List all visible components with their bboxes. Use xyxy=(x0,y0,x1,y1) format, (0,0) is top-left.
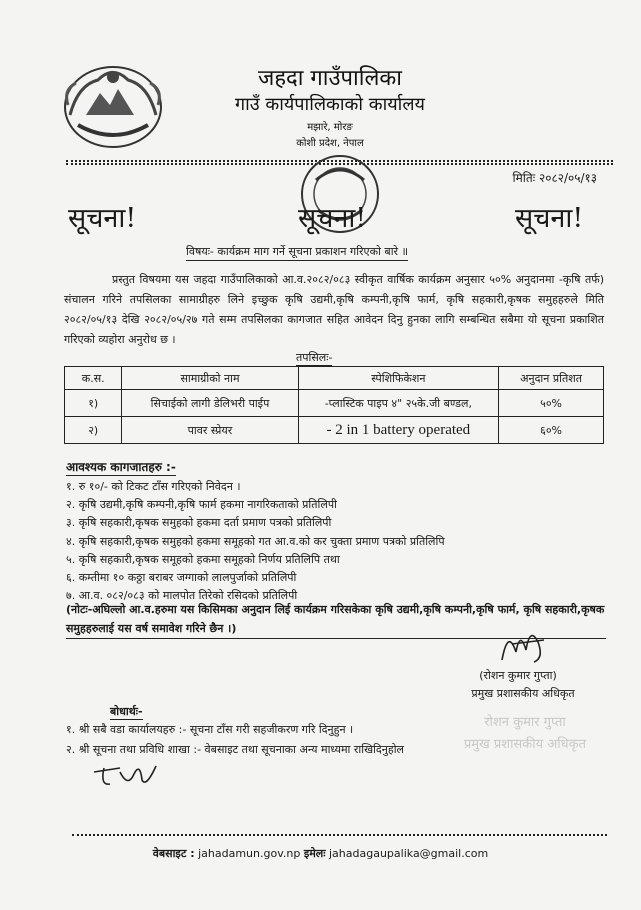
header-divider-2 xyxy=(66,163,613,165)
list-item: ६. कम्तीमा १० कठ्ठा बराबर जग्गाको लालपुर्जाको प्रतिलिपी xyxy=(66,571,297,585)
website-label: वेबसाइट : xyxy=(152,847,195,860)
documents-list xyxy=(66,478,606,605)
cell-subsidy: ५०% xyxy=(499,390,604,417)
cell-spec: - 2 in 1 battery operated xyxy=(298,417,499,444)
col-header-serial: क.स. xyxy=(65,367,122,390)
signature-icon xyxy=(494,622,554,666)
list-item: १. रु १०/- को टिकट टाँस गरिएको निवेदन । xyxy=(66,480,241,493)
list-item: ७. आ.व. ०८२/०८३ को मालपोत तिरेको रसिदको प्रतिलिपी xyxy=(66,589,298,603)
cell-serial: २) xyxy=(65,417,122,444)
col-header-subsidy: अनुदान प्रतिशत xyxy=(499,367,604,390)
list-item: १. श्री सबै वडा कार्यालयहरु :- सूचना टाँस गरी सहजीकरण गरि दिनुहुन । xyxy=(66,723,354,736)
signatory-name: (रोशन कुमार गुप्ता) xyxy=(479,669,557,682)
notice-word-left: सूचना! xyxy=(68,203,137,234)
eligibility-note: (नोटः-अघिल्लो आ.व.हरुमा यस किसिमका अनुदान लिई कार्यक्रम गरिसकेका कृषि उद्यमी,कृषि कम्पनी,कृषि फार्म, कृषि सहकारी,कृषक समुहहरुलाई यस वर्ष समावेश गरिने छैन ।) xyxy=(66,600,606,639)
list-item: ४. कृषि सहकारी,कृषक समुहको हकमा समूहको गत आ.व.को कर चुक्ता प्रमाण पत्रको प्रतिलिपि xyxy=(66,534,445,548)
list-item: २. कृषि उद्यमी,कृषि कम्पनी,कृषि फार्म हकमा नागरिकताको प्रतिलिपी xyxy=(66,498,337,512)
items-table xyxy=(64,366,604,444)
email-link[interactable]: jahadagaupalika@gmail.com xyxy=(329,847,489,860)
table-row xyxy=(65,417,604,444)
notice-word-center: सूचना! xyxy=(298,203,367,234)
col-header-item: सामाग्रीको नाम xyxy=(122,367,298,390)
signatory-title: प्रमुख प्रशासकीय अधिकृत xyxy=(471,687,575,700)
subject-line: विषयः- कार्यक्रम माग गर्ने सूचना प्रकाशन गरिएको बारे ॥ xyxy=(186,244,408,261)
address-line-1: मझारे, मोरङ xyxy=(307,122,353,133)
bodhartha-heading: बोधार्थः- xyxy=(110,705,143,718)
tapsil-label: तपसिलः- xyxy=(296,351,333,364)
footer-contact xyxy=(0,846,641,861)
table-header-row xyxy=(65,367,604,390)
issue-date xyxy=(513,169,598,186)
website-link[interactable]: jahadamun.gov.np xyxy=(198,847,301,860)
list-item: ५. कृषि सहकारी,कृषक समूहको हकमा समूहको निर्णय प्रतिलिपि तथा xyxy=(66,552,340,566)
date-label: मितिः xyxy=(512,171,536,185)
date-value: २०८२/०५/१३ xyxy=(538,171,597,185)
col-header-spec: स्पेशिफिकेशन xyxy=(298,367,499,390)
cell-subsidy: ६०% xyxy=(499,417,604,444)
body-paragraph: प्रस्तुत विषयमा यस जहदा गाउँपालिकाको आ.व.२०८२/०८३ स्वीकृत वार्षिक कार्यक्रम अनुसार ५०% अनुदानमा -कृषि तर्फ) संचालन गरिने तपसिलका सामाग्रीहरु लिने इच्छुक कृषि उद्यमी,कृषि कम्पनी,कृषि फार्म, कृषि सहकारी,कृषक समुहहरुले मिति २०८२/०५/१३ देखि २०८२/०५/२७ गते सम्म तपसिलका कागजात सहित आवेदन दिनु हुनका लागि सम्बन्धित सबैमा यो सूचना प्रकाशित गरिएको व्यहोरा अनुरोध छ । xyxy=(64,273,604,346)
email-label: इमेलः xyxy=(303,847,326,860)
footer-divider xyxy=(72,834,607,836)
documents-heading: आवश्यक कागजातहरु :- xyxy=(66,460,176,474)
list-item: ३. कृषि सहकारी,कृषक समुहको हकमा दर्ता प्रमाण पत्रको प्रतिलिपी xyxy=(66,516,332,530)
office-name: गाउँ कार्यपालिकाको कार्यालय xyxy=(235,94,425,115)
stamp-line-2: प्रमुख प्रशासकीय अधिकृत xyxy=(463,737,587,752)
nepal-emblem-icon xyxy=(58,55,168,155)
list-item: २. श्री सूचना तथा प्रविधि शाखा :- वेबसाइट तथा सूचनाका अन्य माध्यमा राखिदिनुहोल xyxy=(66,743,405,756)
cell-serial: १) xyxy=(65,390,122,417)
initials-signature-icon xyxy=(90,758,160,792)
bodhartha-list xyxy=(66,720,404,760)
stamp-line-1: रोशन कुमार गुप्ता xyxy=(484,715,566,730)
address-line-2: कोशी प्रदेश, नेपाल xyxy=(296,138,364,149)
cell-item: पावर स्प्रेयर xyxy=(122,417,298,444)
header-divider xyxy=(66,160,613,162)
cell-item: सिचाईको लागी डेलिभरी पाईप xyxy=(122,390,298,417)
notice-word-right: सूचना! xyxy=(515,203,584,234)
municipality-name: जहदा गाउँपालिका xyxy=(258,66,402,91)
table-row xyxy=(65,390,604,417)
cell-spec: -प्लास्टिक पाइप ४" २५के.जी बण्डल, xyxy=(298,390,499,417)
name-stamp xyxy=(455,712,595,756)
